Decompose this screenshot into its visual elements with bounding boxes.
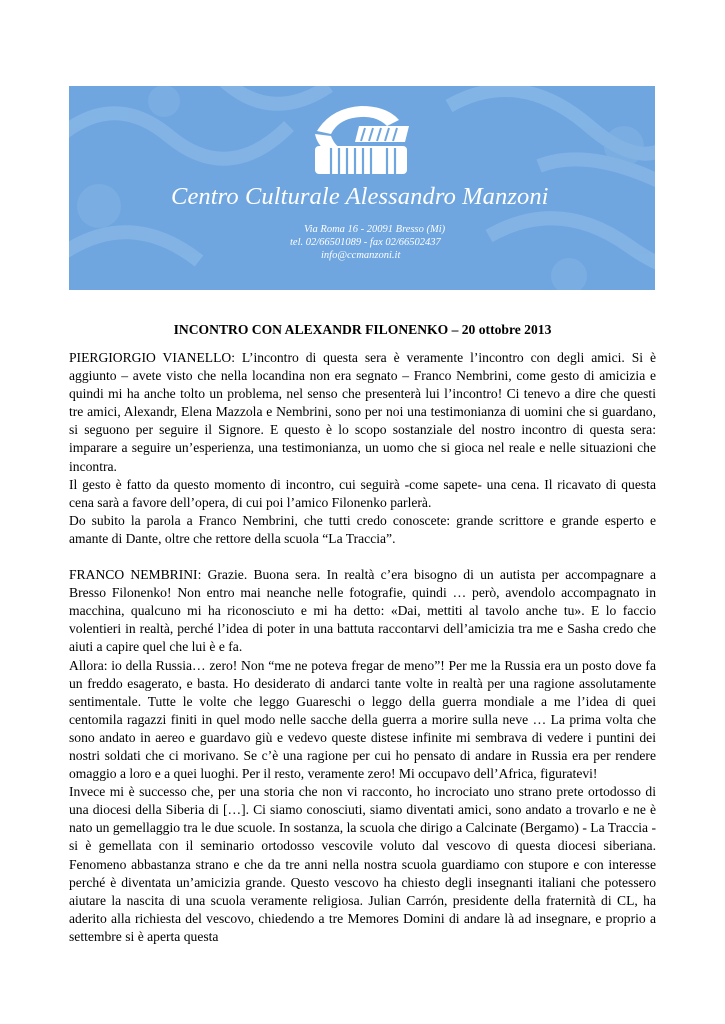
paragraph: Do subito la parola a Franco Nembrini, che tutti credo conoscete: grande scrittore e grande esperto e amante di Dante, oltre che rettore della scuola “La Traccia”. [69,512,656,546]
paragraph: Il gesto è fatto da questo momento di incontro, cui seguirà -come sapete- una cena. Il ricavato di questa cena sarà a favore dell’opera, di cui poi l’amico Filonenko parlerà. [69,476,656,510]
paragraph: Allora: io della Russia… zero! Non “me ne poteva fregar de meno”! Per me la Russia era un posto dove fa un freddo esagerato, e basta. Ho desiderato di andarci tante volte in realtà per una ragione assolutamente sentimentale. Tutte le volte che leggo Guareschi o leggo della guerra mondiale a me l’idea di quei centomila ragazzi finiti in quel modo nelle sacche della guerra a morire sulla neve … La prima volta che sono andato in aereo e guardavo giù e vedevo queste distese infinite mi sembrava di vedere i puntini dei nostri soldati che ci morivano. Se c’è una ragione per cui ho pensato di andare in Russia era per rendere omaggio a loro e a quei luoghi. Per il resto, veramente zero! Mi occupavo dell’Africa, figuratevi! [69,657,656,782]
paragraph: FRANCO NEMBRINI: Grazie. Buona sera. In realtà c’era bisogno di un autista per accompagnare a Bresso Filonenko! Non entro mai neanche nelle fotografie, quindi … però, avendolo accompagnato in macchina, qualcuno mi ha riconosciuto e mi ha detto: «Dai, mettiti al tavolo anche tu». E lo faccio volentieri in realtà, perché l’idea di poter in una battuta raccontarvi dell’amicizia tra me e Sasha credo che aiuti a capire quel che lui è e fa. [69,567,656,655]
document-body [69,349,656,946]
banner-title: Centro Culturale Alessandro Manzoni [171,183,549,210]
document-title: INCONTRO CON ALEXANDR FILONENKO – 20 ottobre 2013 [173,322,552,337]
paragraph: PIERGIORGIO VIANELLO: L’incontro di questa sera è veramente l’incontro con degli amici. Si è aggiunto – avete visto che nella locandina non era segnato – Franco Nembrini, come gesto di amicizia e quindi mi ha anche tolto un problema, nel senso che presenterà lui l’incontro! Ci tenevo a dire che questi tre amici, Alexandr, Elena Mazzola e Nembrini, sono per noi una testimonianza di uomini che si guardano, si seguono per seguire il Signore. E questo è lo scopo sostanziale del nostro incontro di questa sera: imparare a seguire un’esperienza, una testimonianza, un uomo che si gioca nel reale e nelle situazioni che incontra. [69,350,656,474]
paragraph: Invece mi è successo che, per una storia che non vi racconto, ho incrociato uno strano prete ortodosso di una diocesi della Siberia di […]. Ci siamo conosciuti, siamo diventati amici, sono andato a trovarlo e ne è nato un gemellaggio tra le due scuole. In sostanza, la scuola che dirigo a Calcinate (Bergamo) - La Traccia - si è gemellata con il seminario ortodosso vescovile voluto dal vescovo di questa diocesi siberiana. Fenomeno abbastanza strano e che da tre anni nella nostra scuola guardiamo con stupore e con interesse perché è diventata un’amicizia grande. Questo vescovo ha chiesto degli insegnanti italiani che potessero aiutare la nascita di una scuola veramente religiosa. Julian Carrón, presidente della fraternità di CL, ha aderito alla richiesta del vescovo, chiedendo a tre Memores Domini di andare là ad insegnare, e proprio a settembre si è aperta questa [69,784,656,944]
header-banner [69,86,655,290]
banner-address: Via Roma 16 - 20091 Bresso (Mi) [304,224,446,235]
banner-email: info@ccmanzoni.it [321,250,401,261]
banner-phone-fax: tel. 02/66501089 - fax 02/66502437 [290,237,441,248]
